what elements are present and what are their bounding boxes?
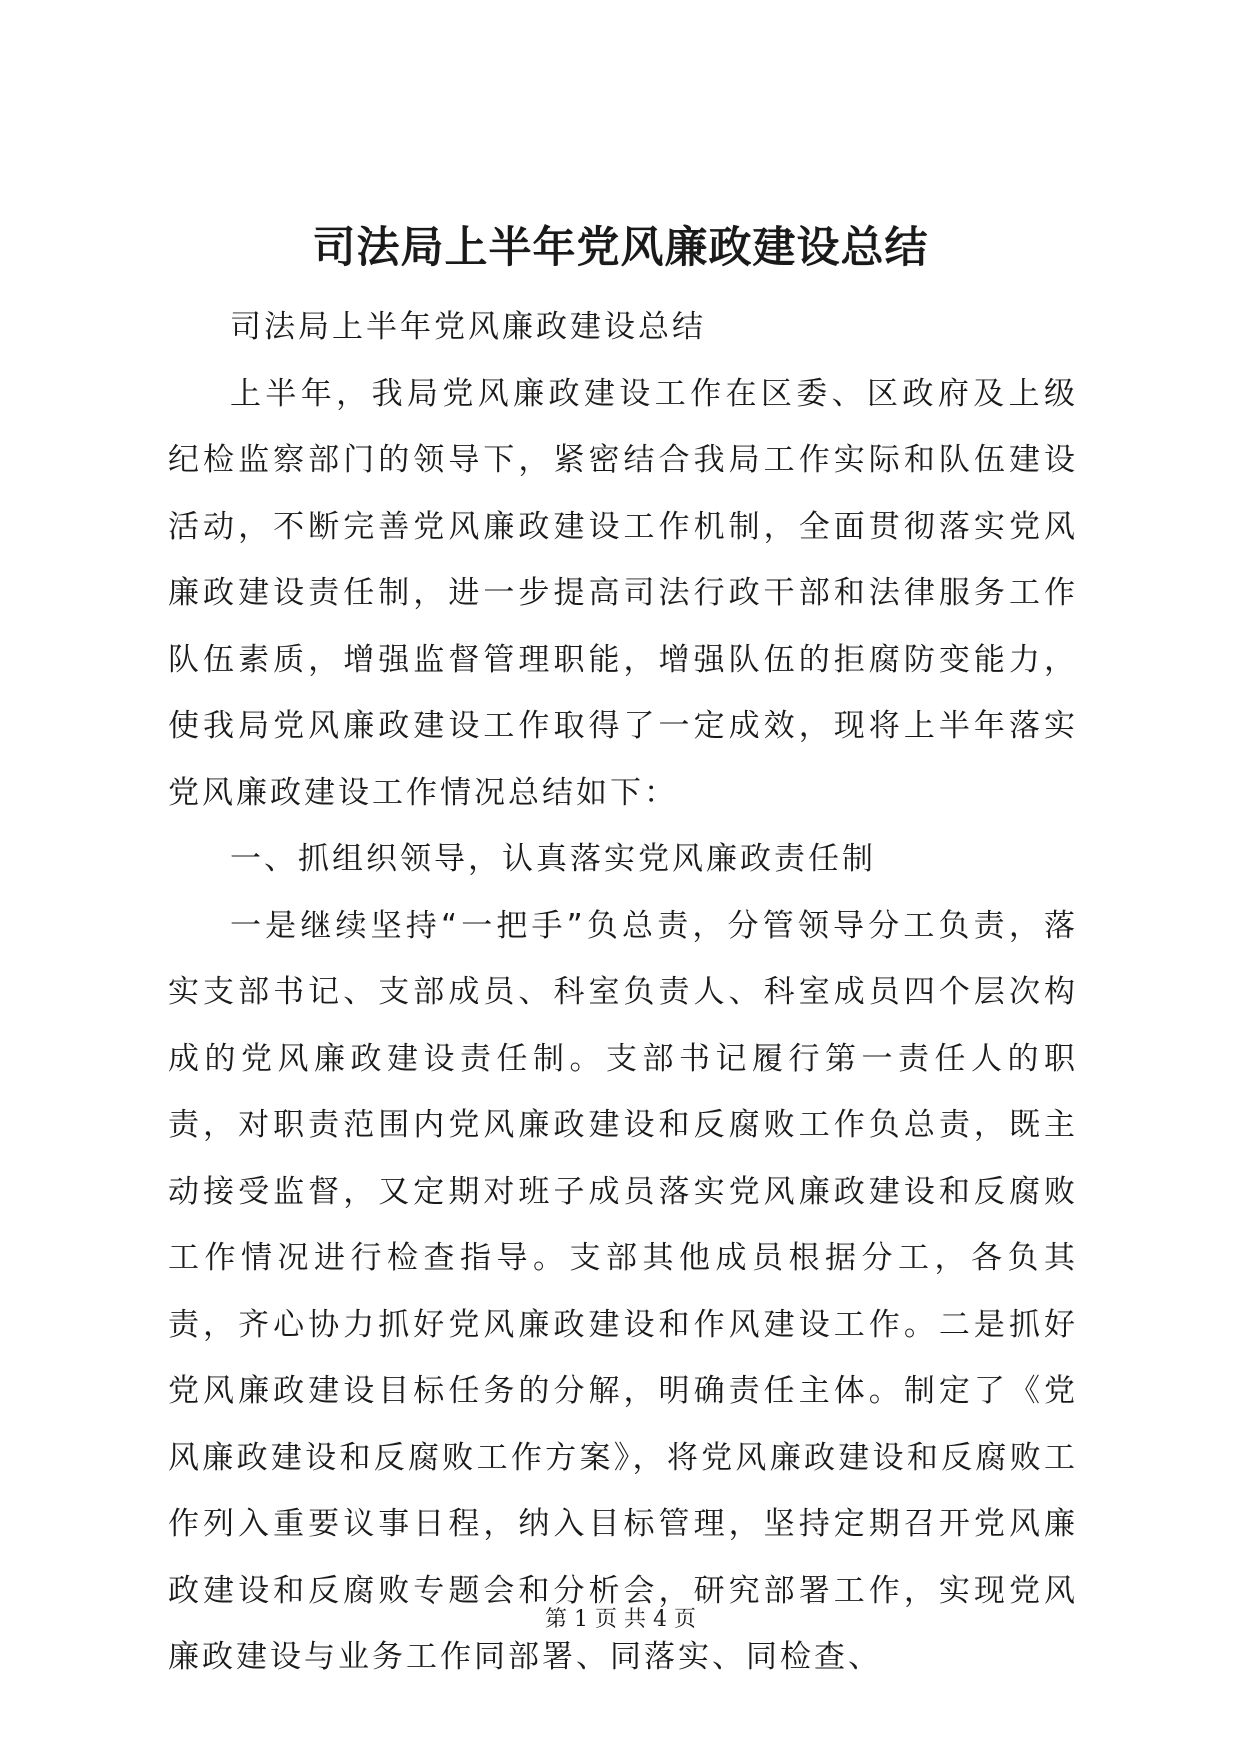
document-body — [168, 294, 1078, 1691]
section-paragraph: 一是继续坚持“一把手”负总责，分管领导分工负责，落实支部书记、支部成员、科室负责人、科室成员四个层次构成的党风廉政建设责任制。支部书记履行第一责任人的职责，对职责范围内党风廉政建设和反腐败工作负总责，既主动接受监督，又定期对班子成员落实党风廉政建设和反腐败工作情况进行检查指导。支部其他成员根据分工，各负其责，齐心协力抓好党风廉政建设和作风建设工作。二是抓好党风廉政建设目标任务的分解，明确责任主体。制定了《党风廉政建设和反腐败工作方案》，将党风廉政建设和反腐败工作列入重要议事日程，纳入目标管理，坚持定期召开党风廉政建设和反腐败专题会和分析会，研究部署工作，实现党风廉政建设与业务工作同部署、同落实、同检查、 — [168, 907, 1078, 1675]
intro-paragraph: 上半年，我局党风廉政建设工作在区委、区政府及上级纪检监察部门的领导下，紧密结合我局工作实际和队伍建设活动，不断完善党风廉政建设工作机制，全面贯彻落实党风廉政建设责任制，进一步提高司法行政干部和法律服务工作队伍素质，增强监督管理职能，增强队伍的拒腐防变能力，使我局党风廉政建设工作取得了一定成效，现将上半年落实党风廉政建设工作情况总结如下： — [168, 375, 1078, 811]
document-title: 司法局上半年党风廉政建设总结 — [312, 223, 929, 273]
page-footer: 第 1 页 共 4 页 — [545, 1607, 696, 1632]
subtitle-paragraph: 司法局上半年党风廉政建设总结 — [230, 309, 706, 345]
section-heading: 一、抓组织领导，认真落实党风廉政责任制 — [230, 841, 876, 877]
